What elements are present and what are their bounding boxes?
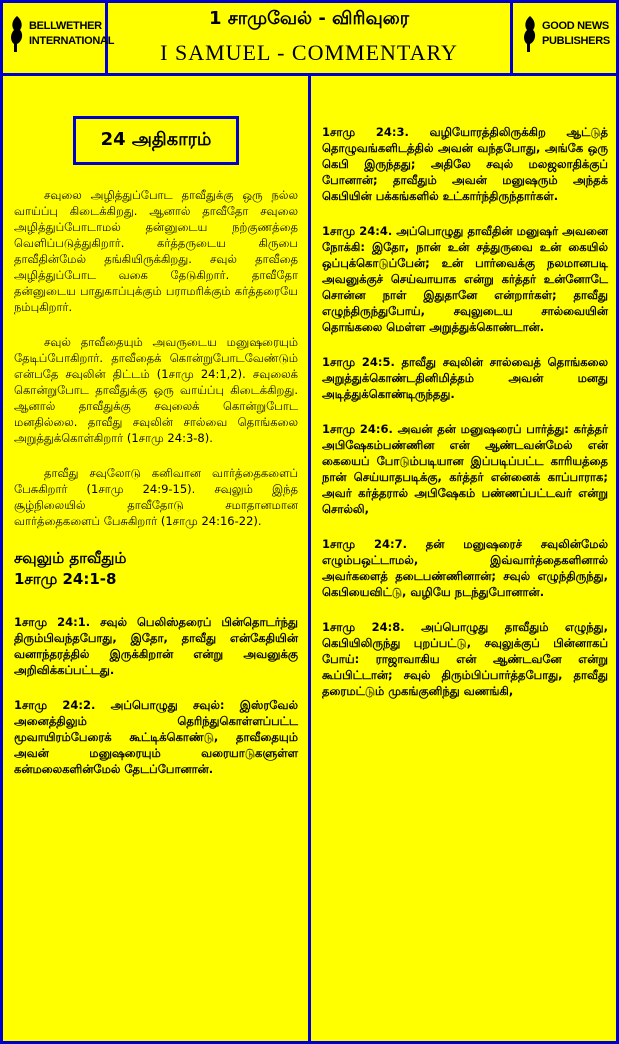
ram-horn-icon bbox=[8, 14, 26, 54]
left-logo-line2: INTERNATIONAL bbox=[29, 35, 115, 47]
verse: 1சாமு 24:6. அவன் தன் மனுஷரைப் பார்த்து: கர்த்தர் அபிஷேகம்பண்ணின என் ஆண்டவன்மேல் என் கையைப் போடும்படியான இப்படிப்பட்ட காரியத்தை நான் செய்யாதபடிக்கு, கர்த்தர் என்னைக் காப்பாராக; அவர் கர்த்தரால் அபிஷேகம் பண்ணப்பட்டவர் என்று சொல்லி, bbox=[322, 422, 608, 516]
intro-paragraph: தாவீது சவுலோடு கனிவான வார்த்தைகளைப் பேசுகிறார் (1சாமு 24:9-15). சவுலும் இந்த சூழ்நிலையில் தாவீதோடு சமாதானமான வார்த்தைகளைப் பேசுகிறார் (1சாமு 24:16-22). bbox=[14, 466, 298, 528]
verse: 1சாமு 24:4. அப்பொழுது தாவீதின் மனுஷர் அவனை நோக்கி: இதோ, நான் உன் சத்துருவை உன் கையில் ஒப்புக்கொடுப்பேன்; உன் பார்வைக்கு நலமானபடி அவனுக்குச் செய்வாயாக என்று கர்த்தர் உன்னோடே சொன்ன நாள் இதுதானே என்றார்கள்; தாவீது எழுந்திருந்துபோய், சவுலுடைய சால்வையின் தொங்கலை மெள்ள அறுத்துக்கொண்டான். bbox=[322, 224, 608, 334]
verse: 1சாமு 24:2. அப்பொழுது சவுல்: இஸ்ரவேல் அனைத்திலும் தெரிந்துகொள்ளப்பட்ட மூவாயிரம்பேரைக் கூட்டிக்கொண்டு, தாவீதையும் அவன் மனுஷரையும் வரையாடுகளுள்ள கன்மலைகளின்மேல் தேடப்போனான். bbox=[14, 698, 298, 776]
verse: 1சாமு 24:1. சவுல் பெலிஸ்தரைப் பின்தொடர்ந்து திரும்பிவந்தபோது, இதோ, தாவீது என்கேதியின் வனாந்தரத்தில் இருக்கிறான் என்று அவனுக்கு அறிவிக்கப்பட்டது. bbox=[14, 615, 298, 677]
intro-paragraph: சவுல் தாவீதையும் அவருடைய மனுஷரையும் தேடிப்போகிறார். தாவீதைக் கொன்றுபோடவேண்டும் என்பதே சவுலின் திட்டம் (1சாமு 24:1,2). சவுலைக் கொன்றுபோட தாவீதுக்கு ஒரு வாய்ப்பு கிடைக்கிறது. ஆனால் தாவீதுக்கு சவுலைக் கொன்றுபோட மனதில்லை. தாவீது சவுலின் சால்வை தொங்கலை அறுத்துக்கொள்கிறார் (1சாமு 24:3-8). bbox=[14, 335, 298, 445]
bellwether-logo bbox=[0, 0, 115, 76]
verse: 1சாமு 24:5. தாவீது சவுலின் சால்வைத் தொங்கலை அறுத்துக்கொண்டதினிமித்தம் அவன் மனது அடித்துக்கொண்டிருந்தது. bbox=[322, 355, 608, 401]
section-heading bbox=[14, 548, 298, 590]
right-column bbox=[322, 124, 608, 718]
left-column bbox=[14, 90, 298, 796]
title-tamil: 1 சாமுவேல் - விரிவுரை bbox=[208, 8, 410, 29]
title-english: I SAMUEL - COMMENTARY bbox=[160, 40, 458, 65]
intro bbox=[14, 187, 298, 529]
chapter-title: 24 அதிகாரம் bbox=[73, 116, 239, 165]
intro-paragraph: சவுலை அழித்துப்போட தாவீதுக்கு ஒரு நல்ல வாய்ப்பு கிடைக்கிறது. ஆனால் தாவீதோ சவுலை அழித்துப்போடாமல் தன்னுடைய நற்குணத்தை வெளிப்படுத்துகிறார். கர்த்தருடைய கிருபை தாவீதின்மேல் தங்கியிருக்கிறது. சவுல் தாவீதை அழித்துப்போட வகை தேடுகிறார். தாவீதோ தன்னுடைய பாதுகாப்புக்கும் பராமரிக்கும் கர்த்தரையே நம்புகிறார். bbox=[14, 188, 298, 314]
verse: 1சாமு 24:7. தன் மனுஷரைச் சவுலின்மேல் எழும்பஒட்டாமல், இவ்வார்த்தைகளினால் அவர்களைத் தடைபண்ணினான்; சவுல் எழுந்திருந்து, கெபியைவிட்டு, வழியே நடந்துபோனான். bbox=[322, 537, 608, 599]
left-logo-line1: BELLWETHER bbox=[29, 20, 102, 32]
section-heading-title: சவுலும் தாவீதும் bbox=[14, 549, 127, 567]
verse: 1சாமு 24:3. வழியோரத்திலிருக்கிற ஆட்டுத் தொழுவங்களிடத்தில் அவன் வந்தபோது, அங்கே ஒரு கெபி இருந்தது; அதிலே சவுல் மலஜலாதிக்குப் போனான்; தாவீதும் அவன் மனுஷரும் அந்தக் கெபியின் பக்கங்களில் உட்கார்ந்திருந்தார்கள். bbox=[322, 125, 608, 203]
good-news-logo bbox=[510, 0, 619, 76]
right-logo-line2: PUBLISHERS bbox=[542, 35, 610, 47]
verse: 1சாமு 24:8. அப்பொழுது தாவீதும் எழுந்து, கெபியிலிருந்து புறப்பட்டு, சவுலுக்குப் பின்னாகப் போய்: ராஜாவாகிய என் ஆண்டவனே என்று கூப்பிட்டான்; சவுல் திரும்பிப்பார்த்தபோது, தாவீது தரைமட்டும் முகங்குனிந்து வணங்கி, bbox=[322, 620, 608, 698]
header bbox=[0, 0, 619, 76]
right-logo-line1: GOOD NEWS bbox=[542, 20, 609, 32]
section-heading-ref: 1சாமு 24:1-8 bbox=[14, 570, 117, 588]
ram-horn-icon bbox=[521, 14, 539, 54]
column-divider bbox=[308, 76, 311, 1044]
